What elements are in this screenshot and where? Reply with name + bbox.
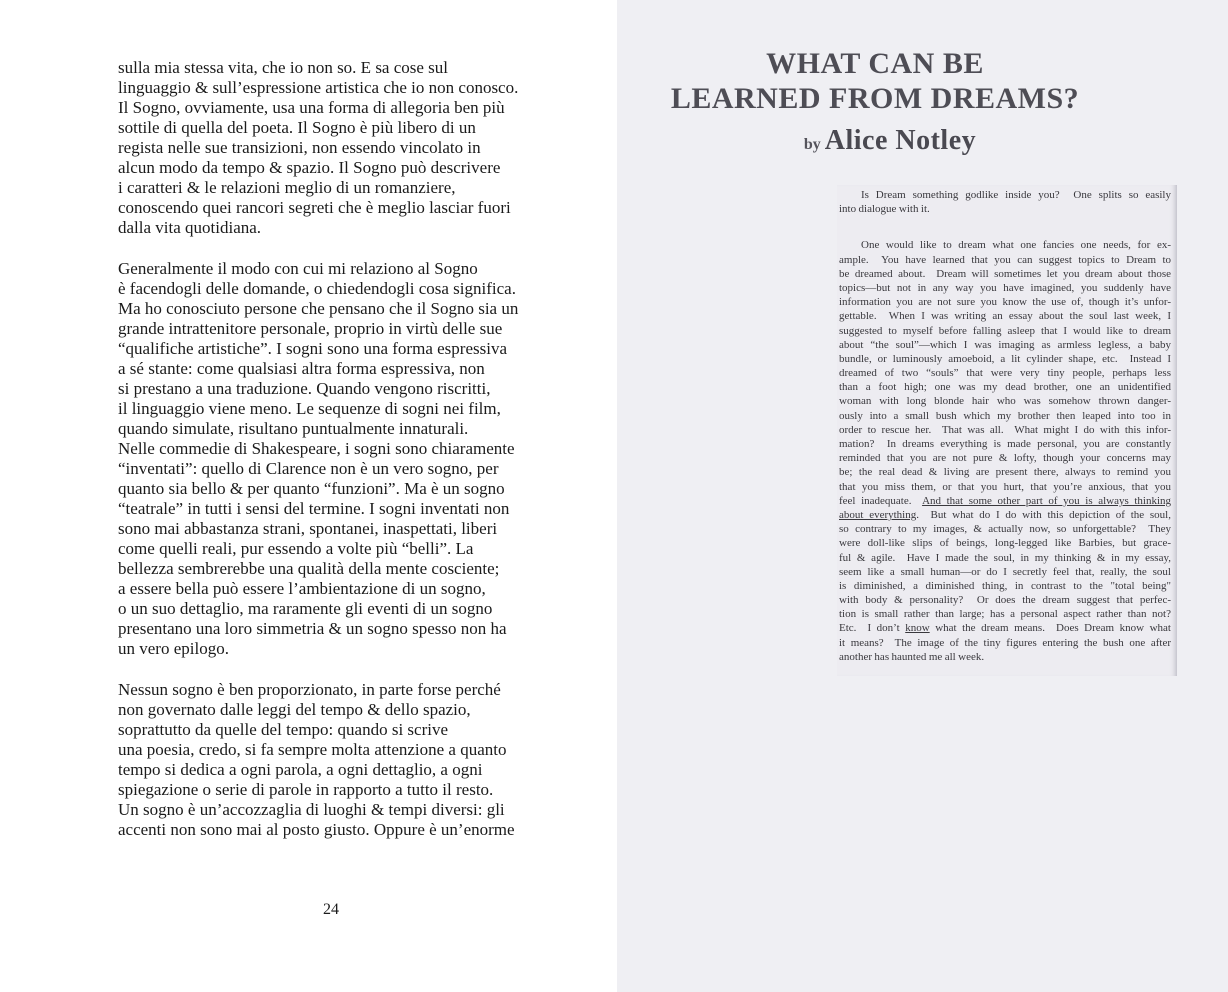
text-line: come quelli reali, pur essendo a volte più “belli”. La bbox=[118, 539, 474, 558]
text-line: non governato dalle leggi del tempo & dello spazio, bbox=[118, 700, 471, 719]
text-line: is diminished, a diminished thing, in contrast to the "total being" bbox=[839, 579, 1171, 592]
text-line: si prestano a una traduzione. Quando vengono riscritti, bbox=[118, 379, 491, 398]
text-line: il linguaggio viene meno. Le sequenze di sogni nei film, bbox=[118, 399, 501, 418]
text-line: grande intrattenitore personale, proprio in virtù delle sue bbox=[118, 319, 503, 338]
page-number: 24 bbox=[323, 901, 339, 918]
text-line: Etc. I don’t know what the dream means. Does Dream know what bbox=[839, 622, 1171, 635]
paragraph bbox=[839, 188, 1171, 216]
text-line: sono mai abbastanza strani, spontanei, inaspettati, liberi bbox=[118, 519, 498, 538]
text-line: into dialogue with it. bbox=[839, 203, 930, 216]
text-line: with body & personality? Or does the dream suggest that perfec- bbox=[839, 594, 1171, 607]
text-line: be; the real dead & living are present there, always to remind you bbox=[839, 466, 1171, 479]
text-line: un vero epilogo. bbox=[118, 639, 229, 658]
essay-title-line2: LEARNED FROM DREAMS? bbox=[670, 82, 1080, 115]
text-line: spiegazione o serie di parole in rapporto a tutto il resto. bbox=[118, 780, 494, 799]
text-line: bellezza sembrerebbe una qualità della mente cosciente; bbox=[118, 559, 500, 578]
text-line: that you miss them, or that you hurt, that you’re anxious, that you bbox=[839, 480, 1171, 493]
text-line: tion is small rather than large; has a personal aspect rather than not? bbox=[839, 608, 1171, 621]
text-line: feel inadequate. And that some other part of you is always thinking bbox=[839, 494, 1171, 507]
text-line: information you are not sure you know the use of, though it’s unfor- bbox=[839, 296, 1171, 309]
text-line: Generalmente il modo con cui mi relaziono al Sogno bbox=[118, 259, 478, 278]
text-line: regista nelle sue transizioni, non essendo vincolato in bbox=[118, 138, 481, 157]
text-line: about everything. But what do I do with this depiction of the soul, bbox=[839, 508, 1171, 521]
text-line: reminded that you are not pure & lofty, though your concerns may bbox=[839, 452, 1171, 465]
text-line: o un suo dettaglio, ma raramente gli eventi di un sogno bbox=[118, 599, 493, 618]
text-line: i caratteri & le relazioni meglio di un romanziere, bbox=[118, 178, 456, 197]
text-line: suggested to myself before falling asleep that I would like to dream bbox=[839, 324, 1171, 337]
text-line: alcun modo da tempo & spazio. Il Sogno può descrivere bbox=[118, 158, 501, 177]
text-line: soprattutto da quelle del tempo: quando si scrive bbox=[118, 720, 449, 739]
text-line: mation? In dreams everything is made personal, you are constantly bbox=[839, 438, 1171, 450]
text-line: quando simulate, risultano puntualmente innaturali. bbox=[118, 419, 469, 438]
text-line: accenti non sono mai al posto giusto. Oppure è un’enorme bbox=[118, 820, 515, 839]
paragraph bbox=[118, 58, 600, 238]
text-line: “inventati”: quello di Clarence non è un vero sogno, per bbox=[118, 459, 499, 478]
text-line: woman with long blonde hair who was somehow thrown danger- bbox=[839, 395, 1171, 408]
text-line: were doll-like slips of beings, long-legged like Barbies, but grace- bbox=[839, 537, 1171, 550]
text-line: “qualifiche artistiche”. I sogni sono una forma espressiva bbox=[118, 339, 507, 358]
scanned-essay-body bbox=[837, 185, 1177, 676]
text-line: Ma ho conosciuto persone che pensano che il Sogno sia un bbox=[118, 299, 519, 318]
text-line: “teatrale” in tutti i sensi del termine. I sogni inventati non bbox=[118, 499, 510, 518]
text-line: seem like a small human—or do I secretly feel that, really, the soul bbox=[839, 565, 1171, 578]
text-line: about “the soul”—which I was imaging as armless legless, a baby bbox=[839, 338, 1171, 351]
text-line: ample. You have learned that you can suggest topics to Dream to bbox=[839, 253, 1171, 266]
text-line: una poesia, credo, si fa sempre molta attenzione a quanto bbox=[118, 740, 507, 759]
text-line: gettable. When I was writing an essay about the soul last week, I bbox=[839, 310, 1171, 323]
right-page bbox=[617, 0, 1228, 992]
text-line: One would like to dream what one fancies one needs, for ex- bbox=[861, 239, 1171, 252]
paragraph bbox=[118, 680, 600, 840]
text-line: tempo si dedica a ogni parola, a ogni dettaglio, a ogni bbox=[118, 760, 483, 779]
text-line: sottile di quella del poeta. Il Sogno è più libero di un bbox=[118, 118, 476, 137]
text-line: topics—but not in any way you have imagined, you suddenly have bbox=[839, 281, 1171, 294]
text-line: è facendogli delle domande, o chiedendogli cosa significa. bbox=[118, 279, 516, 298]
essay-title bbox=[635, 46, 1115, 116]
text-line: ously into a small bush which my brother then leaped into too in bbox=[839, 409, 1171, 422]
text-line: Il Sogno, ovviamente, usa una forma di allegoria ben più bbox=[118, 98, 505, 117]
text-line: it means? The image of the tiny figures entering the bush one after bbox=[839, 636, 1171, 649]
essay-title-line1: WHAT CAN BE bbox=[766, 47, 984, 80]
byline-author: Alice Notley bbox=[824, 125, 977, 156]
essay-header bbox=[635, 46, 1115, 157]
paragraph bbox=[118, 259, 600, 659]
text-line: ful & agile. Have I made the soul, in my thinking & in my essay, bbox=[839, 551, 1171, 564]
text-line: dalla vita quotidiana. bbox=[118, 218, 262, 237]
text-line: quanto sia bello & per quanto “funzioni”. Ma è un sogno bbox=[118, 479, 505, 498]
text-line: so contrary to my images, & actually now, so unforgettable? They bbox=[839, 523, 1171, 536]
text-line: bundle, or luminously amoeboid, a lit cylinder shape, etc. Instead I bbox=[839, 352, 1171, 365]
text-line: Is Dream something godlike inside you? One splits so easily bbox=[861, 189, 1171, 201]
text-line: Nessun sogno è ben proporzionato, in parte forse perché bbox=[118, 680, 501, 699]
text-line: Un sogno è un’accozzaglia di luoghi & tempi diversi: gli bbox=[118, 800, 505, 819]
text-line: presentano una loro simmetria & un sogno spesso non ha bbox=[118, 619, 507, 638]
italian-essay-text bbox=[118, 58, 600, 861]
text-line: sulla mia stessa vita, che io non so. E sa cose sul bbox=[118, 58, 449, 77]
paragraph bbox=[839, 238, 1171, 664]
text-line: another has haunted me all week. bbox=[839, 650, 985, 663]
text-line: a essere bella può essere l’ambientazione di un sogno, bbox=[118, 579, 486, 598]
text-line: be dreamed about. Dream will sometimes let you dream about those bbox=[839, 267, 1171, 280]
byline-prefix: by bbox=[803, 136, 821, 153]
text-line: than a foot high; one was my dead brother, one an unidentified bbox=[839, 381, 1171, 394]
text-line: Nelle commedie di Shakespeare, i sogni sono chiaramente bbox=[118, 439, 515, 458]
text-line: order to rescue her. That was all. What might I do with this infor- bbox=[839, 423, 1171, 436]
text-line: dreamed of two “souls” that were very tiny people, perhaps less bbox=[839, 367, 1171, 380]
essay-byline bbox=[635, 125, 1115, 157]
text-line: conoscendo quei rancori segreti che è meglio lasciar fuori bbox=[118, 198, 511, 217]
text-line: a sé stante: come qualsiasi altra forma espressiva, non bbox=[118, 359, 485, 378]
text-line: linguaggio & sull’espressione artistica che io non conosco. bbox=[118, 78, 519, 97]
